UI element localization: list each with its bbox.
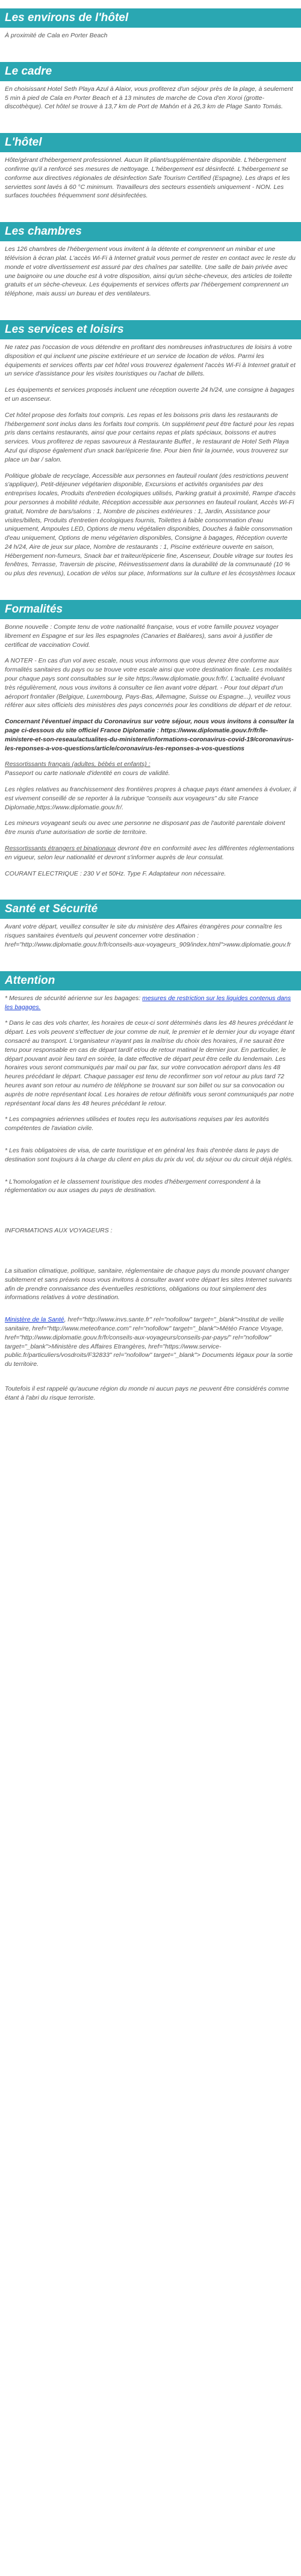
section-header-cadre xyxy=(0,62,301,81)
paragraph: Avant votre départ, veuillez consulter le site du ministère des Affaires étrangères pour connaître les risques sanitaires éventuels qui peuvent concerner votre destination : href="http://www.diplomatie.gouv.fr/fr/conseils-aux-voyageurs_909/index.html">www.diplomatie.gouv.fr xyxy=(5,923,291,948)
section-content-services xyxy=(0,343,301,578)
paragraph: Les 126 chambres de l'hébergement vous invitent à la détente et comprennent un minibar et une télévision à écran plat. L'accès Wi-Fi à Internet gratuit vous permet de rester en contact avec le reste du monde et votre divertissement est assuré par des chaînes par satellite. Une salle de bain privée avec une baignoire ou une douche est à votre disposition, ainsi qu'un sèche-cheveux, des articles de toilette gratuits et un sèche-cheveux. Les équipements et services offerts par l'hébergement comprennent un téléphone, mais aussi un bureau et des ventilateurs. xyxy=(5,246,296,298)
resident-text: Passeport ou carte nationale d'identité en cours de validité. xyxy=(5,770,170,777)
section-title: Santé et Sécurité xyxy=(5,903,98,916)
paragraph: * Dans le cas des vols charter, les horaires de ceux-ci sont déterminés dans les 48 heures précédant le départ. Les vols peuvent s'effectuer de jour comme de nuit, le premier et le dernier jour du voyage étant consacré au transport. L'organisateur n'ayant pas la maîtrise du choix des horaires, il ne saurait être tenu pour responsable en cas de départ tardif et/ou de retour matinal le dernier jour. En particulier, le départ pouvant avoir lieu tard en soirée, la date effective de départ peut être celle du lendemain. Les horaires vous seront communiqués par mail ou par fax, sur votre convocation aéroport dans les 48 heures précédant le départ. Chaque passager est tenu de reconfirmer son vol retour au plus tard 72 heures avant son retour au numéro de téléphone se trouvant sur son billet ou sur sa convocation ou auprès de notre représentant local. Les horaires de retour définitifs vous seront communiqués par notre représentant local dans les 48 heures précédant le retour. xyxy=(5,1019,295,1107)
paragraph: Les règles relatives au franchissement des frontières propres à chaque pays étant amenées à évoluer, il est vivement conseillé de se reporter à la rubrique "conseils aux voyageurs" du site France Diplomatie,https://www.diplomatie.gouv.fr/. xyxy=(5,786,296,811)
covid-notice: Concernant l'éventuel impact du Coronavirus sur votre séjour, nous vous invitons à consulter la page ci-dessous du site officiel France Diplomatie : https://www.diplomatie.gouv.fr/fr/le-ministere-et-son-reseau/actualites-du-ministere/informations-coronavirus-covid-19/coronavirus-les-reponses-a-vos-questions/article/coronavirus-les-reponses-a-vos-questions xyxy=(5,718,294,752)
section-title: L'hôtel xyxy=(5,136,42,149)
resident-requirements xyxy=(5,760,296,778)
section-content-hotel xyxy=(0,156,301,200)
section-header-sante xyxy=(0,900,301,919)
foreigners-label: Ressortissants étrangers et binationaux xyxy=(5,845,116,853)
section-header-hotel xyxy=(0,133,301,152)
section-title: Les chambres xyxy=(5,225,82,238)
section-header-formalites xyxy=(0,600,301,619)
paragraph: Ne ratez pas l'occasion de vous détendre en profitant des nombreuses infrastructures de loisirs à votre disposition et qui incluent une piscine extérieure et un service de location de vélos. Parmi les équipements et services offerts par cet hôtel vous trouverez également l'accès Wi-Fi à Internet gratuit et un service d'assistance pour les visites touristiques ou l'achat de billets. xyxy=(5,343,296,378)
section-header-attention xyxy=(0,971,301,990)
paragraph: A NOTER - En cas d'un vol avec escale, nous vous informons que vous devrez être conforme aux formalités sanitaires du pays ou se trouve votre escale ainsi que votre destination finale. Les modalités pour chaque pays sont consultables sur le site https://www.diplomatie.gouv.fr/fr/. L'actualité évoluant très régulièrement, nous vous invitons à consulter ce lien avant votre départ. - Pour tout départ d'un aéroport frontalier (Belgique, Luxembourg, Pays-Bas, Allemagne, Suisse ou Espagne...), veuillez vous référer aux sites officiels des ministères des pays concernés pour les conditions de départ et de retour. xyxy=(5,657,293,709)
paragraph: Toutefois il est rappelé qu'aucune région du monde ni aucun pays ne peuvent être considérés comme étant à l'abri du risque terroriste. xyxy=(5,1385,290,1401)
resident-label: Ressortissants français (adultes, bébés et enfants) : xyxy=(5,761,150,768)
paragraph: Les équipements et services proposés incluent une réception ouverte 24 h/24, une consigne à bagages et un ascenseur. xyxy=(5,386,294,403)
luggage-security-paragraph xyxy=(5,994,296,1012)
section-title: Les environs de l'hôtel xyxy=(5,11,129,24)
paragraph: Cet hôtel propose des forfaits tout compris. Les repas et les boissons pris dans les restaurants de l'hébergement sont inclus dans les forfaits tout compris. Un supplément peut être facturé pour les repas pris dans certains restaurants, ainsi que pour certains repas et plats spéciaux, boissons et autres services. Vous profiterez de repas savoureux à Restaurante Buffet , le restaurant de Hotel Seth Playa Azul qui dispose également d'un snack bar/épicerie fine. Pour bien finir la journée, vous trouverez sur place un bar / salon. xyxy=(5,411,294,463)
foreigners-text: devront être en conformité avec les différentes réglementations en vigueur, selon leur nationalité et devront s'informer auprès de leur consulat. xyxy=(5,845,294,861)
foreigners-paragraph xyxy=(5,844,296,862)
paragraph: Hôte/gérant d'hébergement professionnel. Aucun lit pliant/supplémentaire disponible. L'hébergement confirme qu'il a renforcé ses mesures de nettoyage. L'hébergement est désinfecté. L'hébergement se conforme aux directives régionales de désinfection Safe Tourism Certified (Espagne). Les draps et les serviettes sont lavés à 60 °C minimum. Travailleurs des secteurs essentiels uniquement - NON. Les surfaces touchées fréquemment sont désinfectées. xyxy=(5,156,290,200)
section-content-formalites xyxy=(0,623,301,878)
paragraph: * L'homologation et le classement touristique des modes d'hébergement correspondent à la réglementation ou aux usages du pays de destination. xyxy=(5,1178,261,1194)
info-label: INFORMATIONS AUX VOYAGEURS : xyxy=(5,1227,113,1235)
section-header-chambres xyxy=(0,222,301,241)
paragraph: * Les compagnies aériennes utilisées et toutes reçu les autorisations requises par les autorités compétentes de l'aviation civile. xyxy=(5,1116,269,1132)
section-header-environs xyxy=(0,8,301,28)
section-content-sante xyxy=(0,922,301,949)
section-content-attention xyxy=(0,994,301,1403)
luggage-security-prefix: * Mesures de sécurité aérienne sur les bagages: xyxy=(5,994,143,1002)
paragraph: Politique globale de recyclage, Accessible aux personnes en fauteuil roulant (des restrictions peuvent s'appliquer), Petit-déjeuner végétarien disponible, Excursions et activités organisées par des entreprises locales, Produits d'entretien écologiques utilisés, Parking gratuit à proximité, Rampe d'accès pour personnes à mobilité réduite, Réception accessible aux personnes en fauteuil roulant, Accès Wi-Fi gratuit, Nombre de bars/salons : 1, Nombre de piscines extérieures : 1, Jardin, Assistance pour visites/billets, Produits d'entretien écologiques fournis, Toilettes à faible consommation d'eau uniquement, Ampoules LED, Options de menu végétalien disponibles, Douches à faible consommation d'eau uniquement, Options de menu végétarien disponibles, Consigne à bagages, Réception ouverte 24 h/24, Aire de jeux sur place, Nombre de restaurants : 1, Piscine extérieure ouverte en saison, Hébergement non-fumeurs, Snack bar et traiteur/épicerie fine, Ascenseur, Double vitrage sur toutes les fenêtres, Terrasse, Traversin de piscine, Réinvestissement dans la durabilité de la communauté (10 % ou plus des revenus), Location de vélos sur place, Informations sur la culture et les écosystèmes locaux xyxy=(5,472,296,578)
paragraph: À proximité de Cala en Porter Beach xyxy=(5,32,108,39)
section-content-chambres xyxy=(0,245,301,298)
paragraph: La situation climatique, politique, sanitaire, réglementaire de chaque pays du monde pouvant changer subitement et sans préavis nous vous invitons à consulter avant votre départ les sites Internet suivants afin de prendre connaissance des éventuelles restrictions, obligations ou tout simplement des informations relatives à votre destination. xyxy=(5,1267,292,1302)
section-title: Le cadre xyxy=(5,64,52,78)
paragraph: En choisissant Hotel Seth Playa Azul à Alaior, vous profiterez d'un séjour près de la plage, à seulement 5 min à pied de Cala en Porter Beach et à 13 minutes de marche de Cova d'en Xoroi (grotte-discothèque). Cet hôtel se trouve à 13,7 km de Port de Mahón et à 26,3 km de Plage Santo Tomás. xyxy=(5,85,293,111)
ministry-links-paragraph xyxy=(5,1315,296,1369)
section-title: Formalités xyxy=(5,603,63,616)
ministry-health-link[interactable]: Ministère de la Santé xyxy=(5,1316,64,1324)
section-content-cadre xyxy=(0,85,301,111)
section-title: Attention xyxy=(5,974,55,987)
paragraph: Les mineurs voyageant seuls ou avec une personne ne disposant pas de l'autorité parentale doivent être munis d'une autorisation de sortie de territoire. xyxy=(5,820,285,836)
section-header-services xyxy=(0,320,301,339)
ministry-links-text: , href="http://www.invs.sante.fr" rel="nofollow" target="_blank">Institut de veille sanitaire, href="http://www.meteofrance.com" rel="nofollow" target="_blank">Météo France Voyage, href="http://www.diplomatie.gouv.fr/fr/conseils-aux-voyageurs/conseils-par-pays/" rel="nofollow" target="_blank">Ministère des Affaires Etrangères, href="https://www.service-public.fr/particuliers/vosdroits/F32833" rel="nofollow" target="_blank"> Documents légaux pour la sortie du territoire. xyxy=(5,1316,293,1368)
section-content-environs xyxy=(0,31,301,40)
section-title: Les services et loisirs xyxy=(5,323,124,336)
liquids-restriction-link[interactable]: mesures de restriction sur les liquides contenus dans les bagages. xyxy=(5,994,291,1011)
paragraph: Bonne nouvelle : Compte tenu de votre nationalité française, vous et votre famille pouvez voyager librement en Espagne et sur les îles espagnoles (Canaries et Baléares), sans avoir à justifier de certificat de vaccination Covid. xyxy=(5,623,279,649)
paragraph: * Les frais obligatoires de visa, de carte touristique et en général les frais d'entrée dans le pays de destination sont toujours à la charge du client en plus du prix du vol, du séjour ou du circuit déjà réglés. xyxy=(5,1146,293,1163)
electric-current: COURANT ELECTRIQUE : 230 V et 50Hz. Type F. Adaptateur non nécessaire. xyxy=(5,869,226,877)
